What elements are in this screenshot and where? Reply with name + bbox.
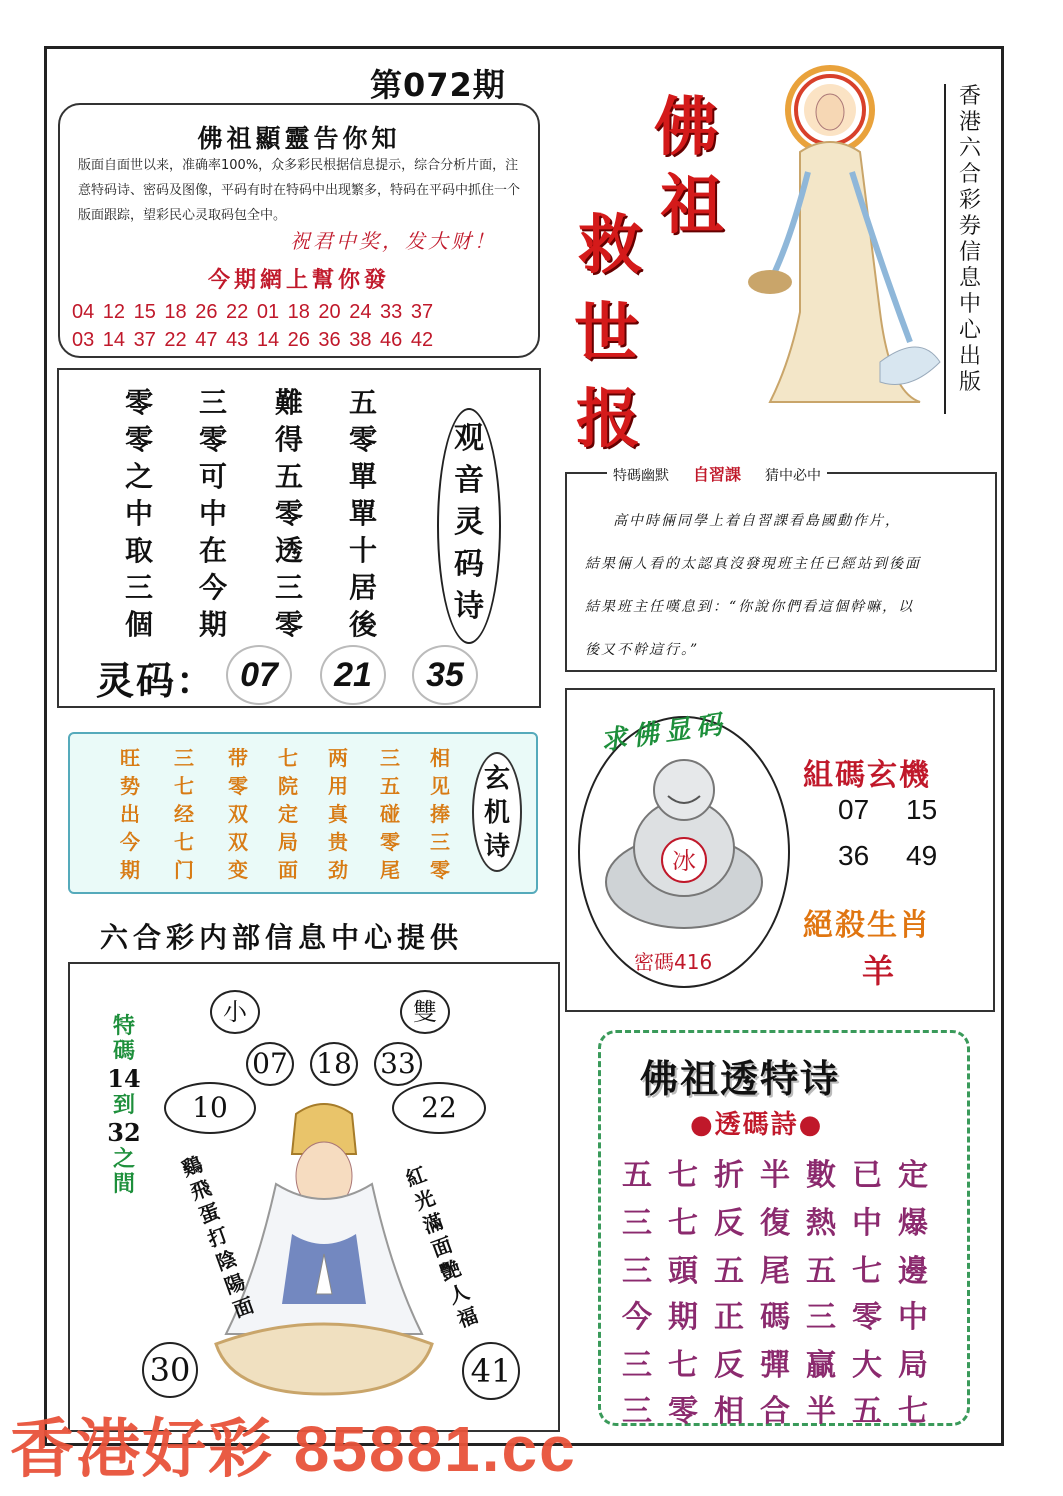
tema-range: 特 碼 14 到 32 之 間	[107, 1013, 141, 1197]
joke-left-tag: 特碼幽默	[613, 468, 669, 484]
xiao-circle: 小	[210, 990, 260, 1034]
special-poem-subtitle: ●透碼詩●	[690, 1110, 824, 1140]
lingma-number-1: 07	[226, 645, 292, 705]
intro-title: 佛祖顯靈告你知	[197, 124, 401, 153]
password-code: 密碼416	[634, 950, 713, 974]
jueshao-title: 絕殺生肖	[803, 908, 931, 943]
xuanji-column-1: 旺 势 出 今 期	[120, 746, 140, 882]
xuanji-column-5: 两 用 真 贵 劲	[328, 746, 348, 882]
special-poem-row-4: 今期正碼三零中	[622, 1300, 944, 1335]
laughing-buddha-image	[598, 752, 770, 932]
number-row-2: 03 14 37 22 47 43 14 26 36 38 46 42	[72, 329, 434, 351]
special-poem-row-6: 三零相合半五七	[622, 1394, 944, 1429]
joke-box	[565, 465, 997, 672]
joke-right-tag: 猜中必中	[765, 468, 822, 484]
qiufo-title: 求佛显码	[598, 709, 730, 757]
number-row-1: 04 12 15 18 26 22 01 18 20 24 33 37	[72, 301, 434, 323]
masthead-char-1: 佛	[654, 90, 718, 165]
xuanji-column-4: 七 院 定 局 面	[278, 746, 298, 882]
xuanji-column-6: 三 五 碰 零 尾	[380, 746, 400, 882]
jueshao-value: 羊	[862, 952, 895, 990]
lingma-number-2: 21	[320, 645, 386, 705]
bottom-left-num: 30	[142, 1342, 198, 1398]
left-poem: 鷄 飛 蛋 打 陰 陽 面	[178, 1151, 257, 1323]
zuma-title: 組碼玄機	[803, 758, 931, 793]
masthead-char-5: 报	[576, 382, 640, 457]
publisher-vertical: 香 港 六 合 彩 券 信 息 中 心 出 版	[958, 84, 981, 395]
special-poem-row-5: 三七反彈贏大局	[622, 1348, 944, 1383]
special-poem-row-2: 三七反復熱中爆	[622, 1206, 944, 1241]
masthead-char-3: 救	[578, 208, 642, 283]
masthead-char-4: 世	[574, 296, 638, 371]
daily-title: 今期網上幫你發	[207, 267, 390, 293]
top-num-1: 07	[246, 1042, 294, 1086]
site-watermark: 香港好彩 85881.cc	[10, 1413, 577, 1485]
masthead-char-2: 祖	[660, 168, 724, 243]
special-poem-row-1: 五七折半數已定	[622, 1158, 944, 1193]
poem-column-1: 零 零 之 中 取 三 個	[124, 386, 153, 641]
right-poem: 紅 光 滿 面 艷 人 福	[402, 1161, 481, 1333]
intro-box	[58, 103, 540, 358]
poem-column-4: 五 零 單 單 十 居 後	[348, 386, 377, 641]
left-oval-num: 10	[164, 1082, 256, 1134]
publisher-divider	[944, 84, 946, 414]
standing-guanyin-image	[730, 62, 950, 418]
top-num-3: 33	[374, 1042, 422, 1086]
xuanji-column-7: 相 见 捧 三 零	[430, 746, 450, 882]
xuanji-column-3: 带 零 双 双 变	[228, 746, 248, 882]
xuanji-poem-banner	[68, 732, 538, 894]
xuanji-column-2: 三 七 经 七 门	[174, 746, 194, 882]
right-oval-num: 22	[392, 1082, 486, 1134]
special-poem-title: 佛祖透特诗	[640, 1056, 841, 1101]
joke-header	[607, 462, 827, 485]
shuang-circle: 雙	[400, 990, 450, 1034]
zuma-num-4: 49	[906, 840, 938, 871]
joke-title: 自習課	[693, 465, 742, 484]
poem-column-3: 難 得 五 零 透 三 零	[274, 386, 303, 641]
top-num-2: 18	[310, 1042, 358, 1086]
zuma-num-2: 15	[906, 794, 938, 825]
bottom-right-num: 41	[462, 1342, 520, 1400]
ice-char: 冰	[672, 847, 696, 875]
wish-text: 祝君中奖，发大财！	[290, 229, 497, 253]
joke-body: 高中時倆同學上着自習課看島國動作片， 結果倆人看的太認真沒發現班主任已經站到後面 結果班主任嘆息到：“你說你們看這個幹嘛，以 後又不幹這行。”	[585, 513, 921, 658]
zuma-num-1: 07	[838, 794, 870, 825]
guanyin-poem-title: 观 音 灵 码 诗	[437, 408, 501, 644]
xuanji-title: 玄 机 诗	[472, 752, 522, 872]
provider-line: 六合彩内部信息中心提供	[100, 921, 464, 954]
issue-number: 第072期	[370, 66, 506, 104]
intro-body: 版面自面世以来，准确率100%，众多彩民根据信息提示，综合分析片面，注意特码诗、密码及图像，平码有时在特码中出现繁多，特码在平码中抓住一个版面跟踪，望彩民心灵取码包全中。	[78, 158, 521, 223]
poem-column-2: 三 零 可 中 在 今 期	[198, 386, 227, 641]
zuma-num-3: 36	[838, 840, 870, 871]
special-poem-row-3: 三頭五尾五七邊	[622, 1254, 944, 1289]
lingma-label: 灵码：	[96, 658, 217, 703]
lingma-number-3: 35	[412, 645, 478, 705]
